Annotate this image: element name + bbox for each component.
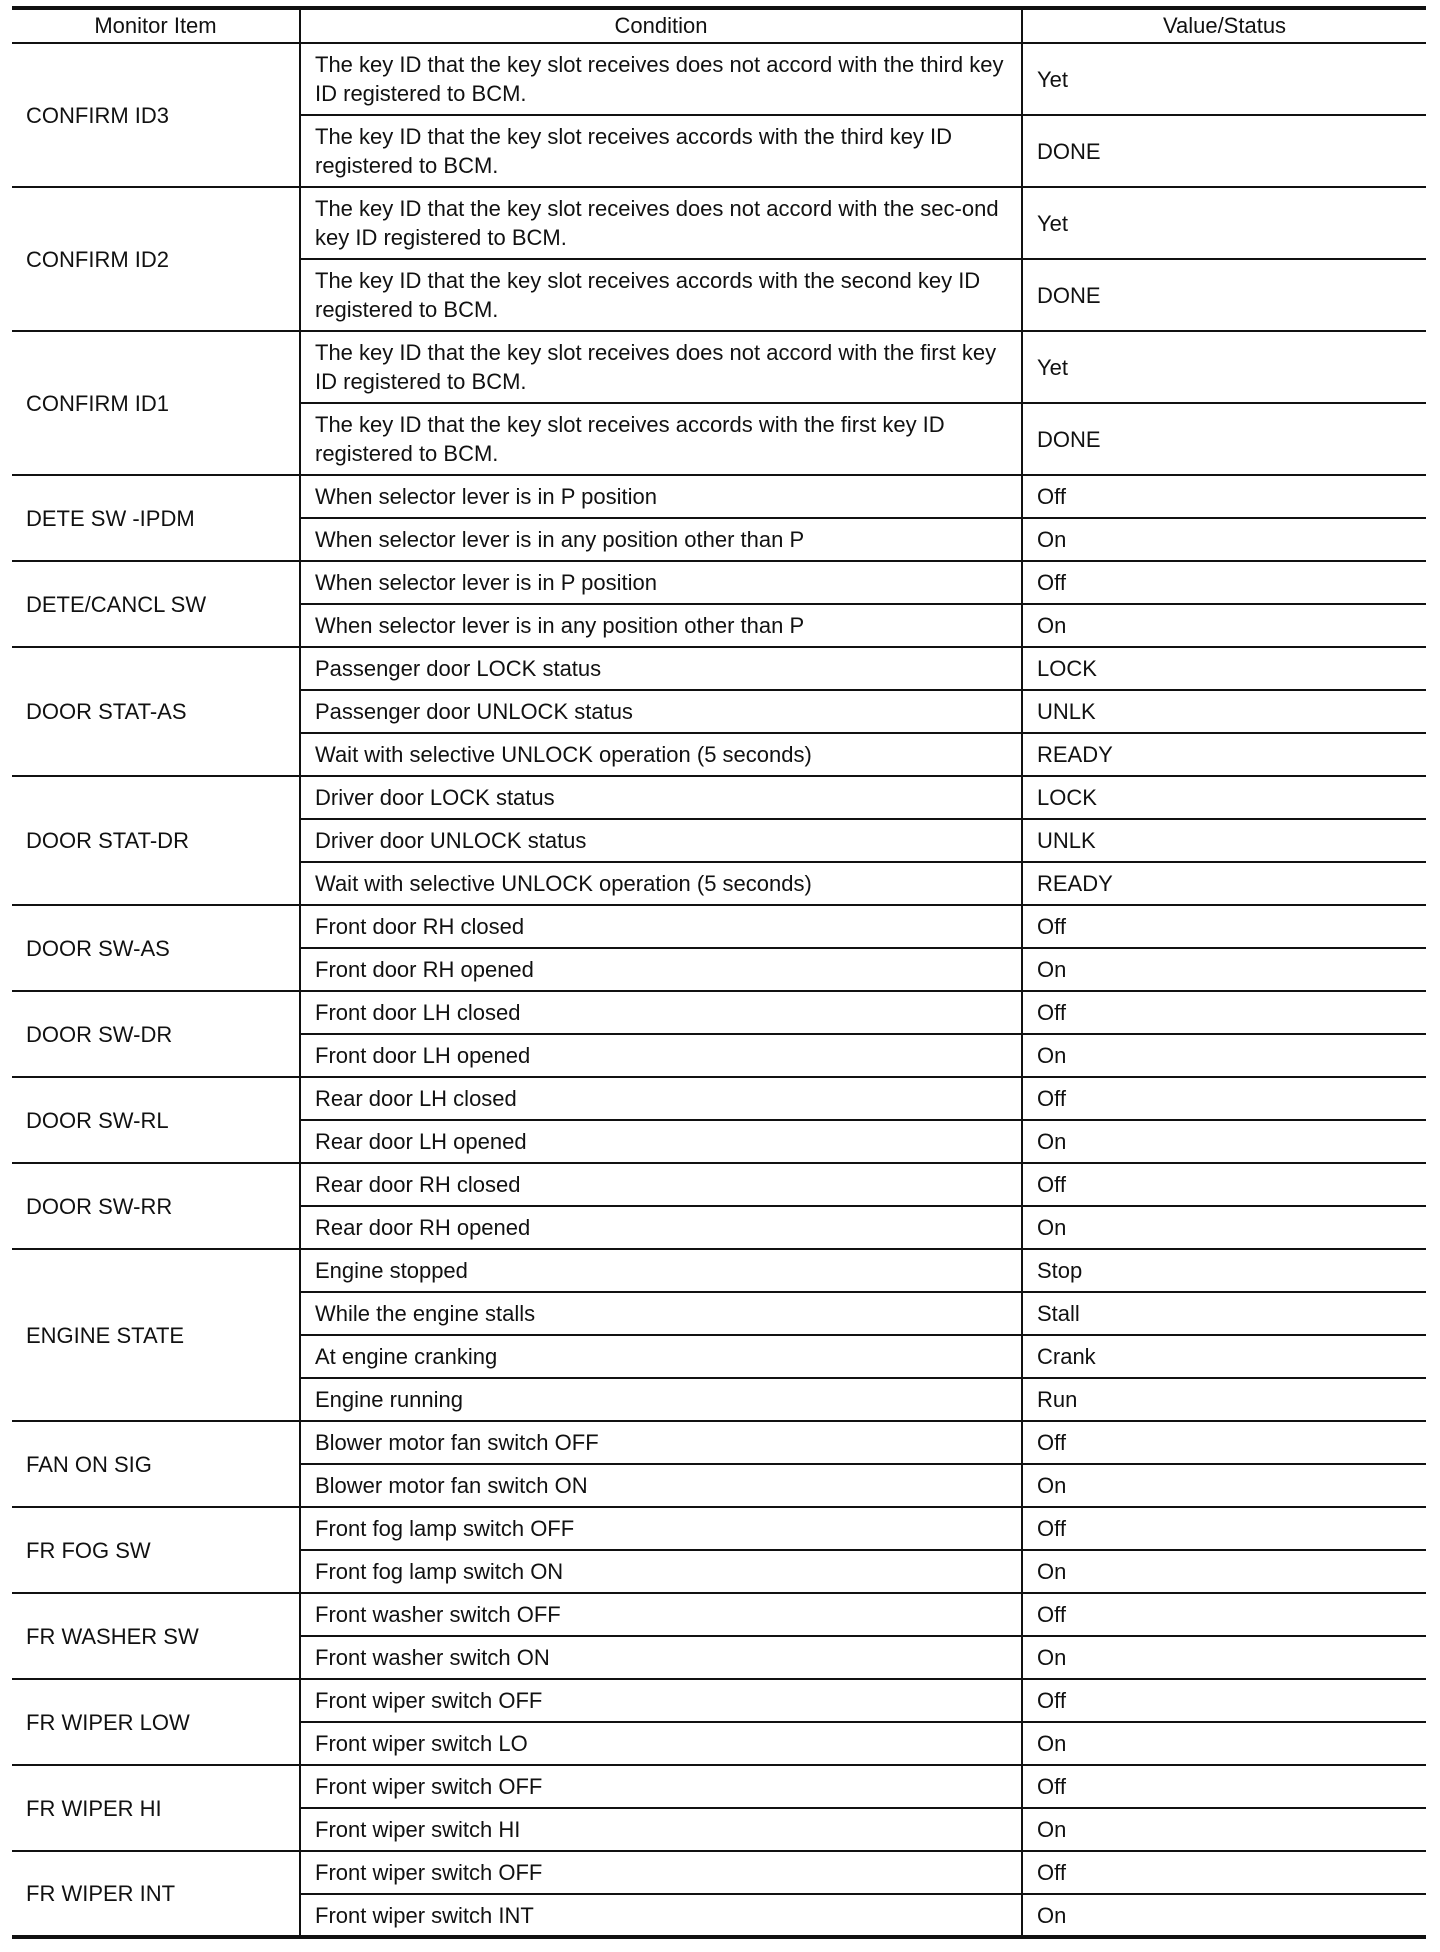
value-status-cell: On xyxy=(1022,1636,1426,1679)
table-row xyxy=(12,1679,1426,1722)
monitor-item-cell: CONFIRM ID1 xyxy=(12,331,300,475)
value-status-cell: UNLK xyxy=(1022,690,1426,733)
monitor-item-cell: DOOR SW-RL xyxy=(12,1077,300,1163)
value-status-cell: UNLK xyxy=(1022,819,1426,862)
table-row xyxy=(12,905,1426,948)
value-status-cell: LOCK xyxy=(1022,647,1426,690)
table-row xyxy=(12,187,1426,259)
condition-cell: Wait with selective UNLOCK operation (5 seconds) xyxy=(300,733,1022,776)
value-status-cell: Off xyxy=(1022,1851,1426,1894)
condition-cell: When selector lever is in P position xyxy=(300,475,1022,518)
table-body xyxy=(12,43,1426,1937)
monitor-item-cell: DETE/CANCL SW xyxy=(12,561,300,647)
monitor-item-cell: FR WIPER LOW xyxy=(12,1679,300,1765)
condition-cell: When selector lever is in any position other than P xyxy=(300,518,1022,561)
header-monitor-item: Monitor Item xyxy=(12,8,300,43)
value-status-cell: Off xyxy=(1022,1679,1426,1722)
condition-cell: The key ID that the key slot receives accords with the second key ID registered to BCM. xyxy=(300,259,1022,331)
condition-cell: Engine stopped xyxy=(300,1249,1022,1292)
condition-cell: The key ID that the key slot receives accords with the first key ID registered to BCM. xyxy=(300,403,1022,475)
monitor-item-cell: ENGINE STATE xyxy=(12,1249,300,1421)
monitor-item-cell: DOOR SW-DR xyxy=(12,991,300,1077)
value-status-cell: On xyxy=(1022,1808,1426,1851)
condition-cell: When selector lever is in P position xyxy=(300,561,1022,604)
monitor-item-cell: DOOR SW-AS xyxy=(12,905,300,991)
condition-cell: Front washer switch OFF xyxy=(300,1593,1022,1636)
condition-cell: Front wiper switch OFF xyxy=(300,1851,1022,1894)
condition-cell: Passenger door LOCK status xyxy=(300,647,1022,690)
value-status-cell: Off xyxy=(1022,475,1426,518)
value-status-cell: READY xyxy=(1022,733,1426,776)
table-row xyxy=(12,1851,1426,1894)
value-status-cell: Stop xyxy=(1022,1249,1426,1292)
condition-cell: Front washer switch ON xyxy=(300,1636,1022,1679)
value-status-cell: On xyxy=(1022,604,1426,647)
value-status-cell: Off xyxy=(1022,1421,1426,1464)
monitor-item-table xyxy=(12,6,1426,1939)
condition-cell: At engine cranking xyxy=(300,1335,1022,1378)
condition-cell: Wait with selective UNLOCK operation (5 seconds) xyxy=(300,862,1022,905)
value-status-cell: Crank xyxy=(1022,1335,1426,1378)
value-status-cell: DONE xyxy=(1022,259,1426,331)
table-row xyxy=(12,1421,1426,1464)
table-row xyxy=(12,1163,1426,1206)
value-status-cell: On xyxy=(1022,1550,1426,1593)
monitor-item-cell: FR WIPER INT xyxy=(12,1851,300,1937)
condition-cell: The key ID that the key slot receives does not accord with the third key ID registered to BCM. xyxy=(300,43,1022,115)
condition-cell: Passenger door UNLOCK status xyxy=(300,690,1022,733)
monitor-item-cell: CONFIRM ID3 xyxy=(12,43,300,187)
condition-cell: Front fog lamp switch ON xyxy=(300,1550,1022,1593)
value-status-cell: Off xyxy=(1022,991,1426,1034)
condition-cell: Front wiper switch HI xyxy=(300,1808,1022,1851)
value-status-cell: On xyxy=(1022,1722,1426,1765)
monitor-item-cell: CONFIRM ID2 xyxy=(12,187,300,331)
table-row xyxy=(12,1077,1426,1120)
condition-cell: When selector lever is in any position other than P xyxy=(300,604,1022,647)
condition-cell: Engine running xyxy=(300,1378,1022,1421)
condition-cell: While the engine stalls xyxy=(300,1292,1022,1335)
value-status-cell: On xyxy=(1022,1464,1426,1507)
condition-cell: Front door LH closed xyxy=(300,991,1022,1034)
condition-cell: Front door RH opened xyxy=(300,948,1022,991)
value-status-cell: Run xyxy=(1022,1378,1426,1421)
condition-cell: Rear door LH opened xyxy=(300,1120,1022,1163)
table-row xyxy=(12,561,1426,604)
condition-cell: The key ID that the key slot receives does not accord with the sec-ond key ID registered to BCM. xyxy=(300,187,1022,259)
monitor-table-container xyxy=(12,6,1426,1939)
monitor-item-cell: FR WIPER HI xyxy=(12,1765,300,1851)
table-row xyxy=(12,991,1426,1034)
value-status-cell: Off xyxy=(1022,561,1426,604)
table-row xyxy=(12,331,1426,403)
condition-cell: Driver door LOCK status xyxy=(300,776,1022,819)
condition-cell: Front wiper switch OFF xyxy=(300,1679,1022,1722)
condition-cell: Rear door RH opened xyxy=(300,1206,1022,1249)
value-status-cell: Off xyxy=(1022,1507,1426,1550)
value-status-cell: Off xyxy=(1022,1593,1426,1636)
condition-cell: Front door RH closed xyxy=(300,905,1022,948)
monitor-item-cell: FR WASHER SW xyxy=(12,1593,300,1679)
value-status-cell: READY xyxy=(1022,862,1426,905)
value-status-cell: LOCK xyxy=(1022,776,1426,819)
value-status-cell: Yet xyxy=(1022,43,1426,115)
value-status-cell: DONE xyxy=(1022,115,1426,187)
header-value-status: Value/Status xyxy=(1022,8,1426,43)
value-status-cell: Off xyxy=(1022,1077,1426,1120)
value-status-cell: Stall xyxy=(1022,1292,1426,1335)
condition-cell: Rear door LH closed xyxy=(300,1077,1022,1120)
monitor-item-cell: DOOR STAT-AS xyxy=(12,647,300,776)
value-status-cell: On xyxy=(1022,1120,1426,1163)
condition-cell: Front wiper switch OFF xyxy=(300,1765,1022,1808)
condition-cell: Driver door UNLOCK status xyxy=(300,819,1022,862)
value-status-cell: Off xyxy=(1022,905,1426,948)
condition-cell: The key ID that the key slot receives accords with the third key ID registered to BCM. xyxy=(300,115,1022,187)
value-status-cell: On xyxy=(1022,1206,1426,1249)
value-status-cell: On xyxy=(1022,1894,1426,1937)
table-row xyxy=(12,1593,1426,1636)
table-row xyxy=(12,43,1426,115)
value-status-cell: Off xyxy=(1022,1163,1426,1206)
table-row xyxy=(12,1765,1426,1808)
condition-cell: The key ID that the key slot receives does not accord with the first key ID registered to BCM. xyxy=(300,331,1022,403)
monitor-item-cell: DETE SW -IPDM xyxy=(12,475,300,561)
value-status-cell: Yet xyxy=(1022,187,1426,259)
condition-cell: Rear door RH closed xyxy=(300,1163,1022,1206)
value-status-cell: DONE xyxy=(1022,403,1426,475)
monitor-item-cell: FAN ON SIG xyxy=(12,1421,300,1507)
table-header-row xyxy=(12,8,1426,43)
condition-cell: Front fog lamp switch OFF xyxy=(300,1507,1022,1550)
value-status-cell: On xyxy=(1022,518,1426,561)
condition-cell: Blower motor fan switch OFF xyxy=(300,1421,1022,1464)
value-status-cell: Yet xyxy=(1022,331,1426,403)
value-status-cell: Off xyxy=(1022,1765,1426,1808)
condition-cell: Blower motor fan switch ON xyxy=(300,1464,1022,1507)
header-condition: Condition xyxy=(300,8,1022,43)
value-status-cell: On xyxy=(1022,1034,1426,1077)
table-row xyxy=(12,647,1426,690)
monitor-item-cell: FR FOG SW xyxy=(12,1507,300,1593)
condition-cell: Front wiper switch INT xyxy=(300,1894,1022,1937)
monitor-item-cell: DOOR SW-RR xyxy=(12,1163,300,1249)
table-row xyxy=(12,1507,1426,1550)
table-row xyxy=(12,1249,1426,1292)
table-row xyxy=(12,475,1426,518)
table-row xyxy=(12,776,1426,819)
monitor-item-cell: DOOR STAT-DR xyxy=(12,776,300,905)
value-status-cell: On xyxy=(1022,948,1426,991)
condition-cell: Front door LH opened xyxy=(300,1034,1022,1077)
condition-cell: Front wiper switch LO xyxy=(300,1722,1022,1765)
